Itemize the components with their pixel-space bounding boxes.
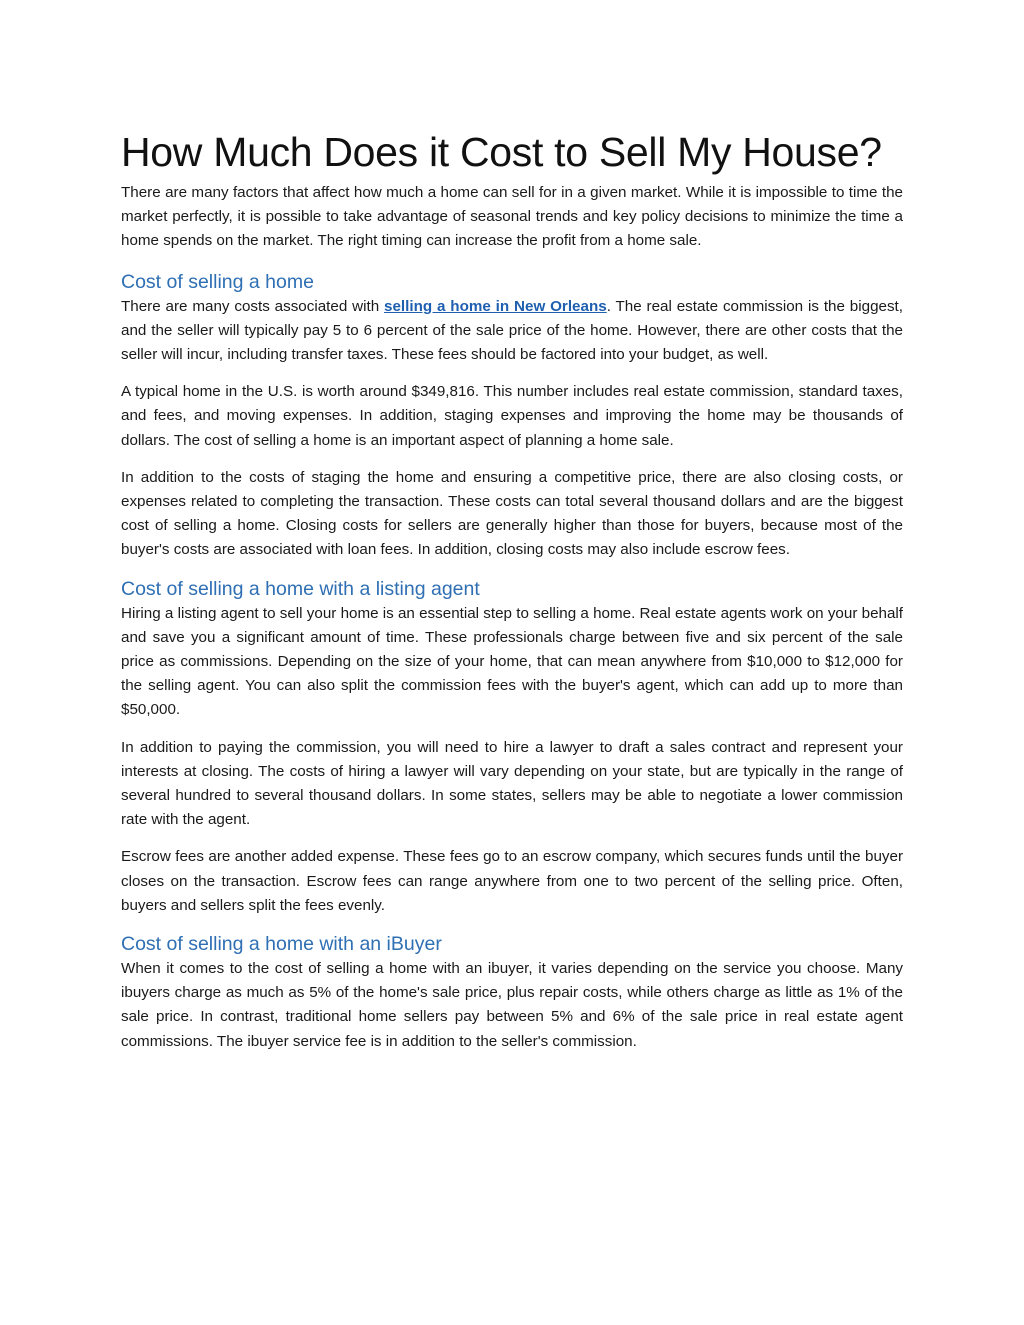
page-title: How Much Does it Cost to Sell My House? (121, 129, 882, 175)
paragraph-text-after-link: . The real estate commission is the biggest, and the seller will typically pay 5 to 6 percent of the sale price of the home. However, there are other costs that the seller will incur, including transfer taxes. These fees should be factored into your budget, as well. (121, 297, 903, 364)
paragraph-costs-associated (121, 295, 903, 368)
intro-paragraph: There are many factors that affect how much a home can sell for in a given market. While it is impossible to time the market perfectly, it is possible to take advantage of seasonal trends and key policy decisions to minimize the time a home spends on the market. The right timing can increase the profit from a home sale. (121, 184, 903, 250)
document-page (121, 126, 903, 1054)
section-heading-listing-agent: Cost of selling a home with a listing agent (121, 577, 480, 600)
section-ibuyer (121, 931, 903, 1054)
paragraph-ibuyer-cost: When it comes to the cost of selling a home with an ibuyer, it varies depending on the service you choose. Many ibuyers charge as much as 5% of the home's sale price, plus repair costs, while others charge as little as 1% of the sale price. In contrast, traditional home sellers pay between 5% and 6% of the sale price in real estate agent commissions. The ibuyer service fee is in addition to the seller's commission. (121, 960, 903, 1050)
section-heading-ibuyer: Cost of selling a home with an iBuyer (121, 933, 442, 956)
paragraph-lawyer: In addition to paying the commission, you will need to hire a lawyer to draft a sales contract and represent your interests at closing. The costs of hiring a lawyer will vary depending on your state, but are typically in the range of several hundred to several thousand dollars. In some states, sellers may be able to negotiate a lower commission rate with the agent. (121, 738, 903, 829)
paragraph-closing-costs: In addition to the costs of staging the home and ensuring a competitive price, there are also closing costs, or expenses related to completing the transaction. These costs can total several thousand dollars and are the biggest cost of selling a home. Closing costs for sellers are generally higher than those for buyers, because most of the buyer's costs are associated with loan fees. In addition, closing costs may also include escrow fees. (121, 468, 903, 559)
paragraph-escrow-fees: Escrow fees are another added expense. These fees go to an escrow company, which secures funds until the buyer closes on the transaction. Escrow fees can range anywhere from one to two percent of the selling price. Often, buyers and sellers split the fees evenly. (121, 848, 903, 914)
paragraph-text-before-link: There are many costs associated with (121, 297, 385, 315)
paragraph-typical-home: A typical home in the U.S. is worth around $349,816. This number includes real estate commission, standard taxes, and fees, and moving expenses. In addition, staging expenses and improving the home may be thousands of dollars. The cost of selling a home is an important aspect of planning a home sale. (121, 383, 903, 449)
selling-home-new-orleans-link[interactable]: selling a home in New Orleans (384, 297, 607, 315)
section-heading-cost-of-selling: Cost of selling a home (121, 270, 314, 293)
paragraph-hiring-agent: Hiring a listing agent to sell your home is an essential step to selling a home. Real estate agents work on your behalf and save you a significant amount of time. These professionals charge between five and six percent of the sale price as commissions. Depending on the size of your home, that can mean anywhere from $10,000 to $12,000 for the selling agent. You can also split the commission fees with the buyer's agent, which can add up to more than $50,000. (121, 604, 903, 719)
section-listing-agent (121, 576, 903, 918)
section-cost-of-selling (121, 269, 903, 563)
